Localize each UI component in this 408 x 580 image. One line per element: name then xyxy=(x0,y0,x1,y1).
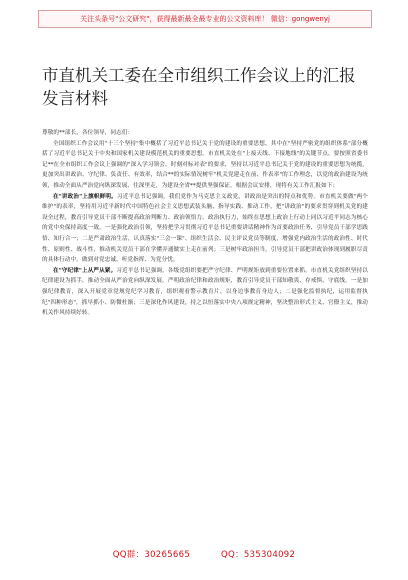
footer-qq: QQ：535304092 xyxy=(221,550,296,560)
paragraph-text: 习近平总书记强调，我们党作为马克思主义政党，讲政治是突出的特点和优势。市直机关要做"两个维护"的表率，坚持用习近平新时代中国特色社会主义思想武装头脑、指导实践、推动工作，把"讲政治"的要求贯穿到机关党的建设全过程，教育引导党员干部不断提高政治判断力、政治领悟力、政治执行力，始终在思想上政治上行动上同以习近平同志为核心的党中央保持高度一致。一是强化政治引领，坚持把学习贯彻习近平总书记重要讲话精神作为首要政治任务，引导党员干部学思践悟、知行合一；二是严肃政治生活，认真落实"三会一课"、组织生活会、民主评议党员等制度，增强党内政治生活的政治性、时代性、原则性、战斗性，推动机关党员干部在学懂弄通做实上走在前列；三是树牢政治担当，引导党员干部把讲政治体现到履职尽责的具体行动中，做到对党忠诚、听党指挥、为党分忧。 xyxy=(42,193,368,264)
document-body xyxy=(42,128,368,533)
header-banner: 关注头条号"公文研究"，获得最新最全最专业的公文资料库！ 微信：gongwenyj xyxy=(38,10,372,28)
paragraph xyxy=(42,192,368,266)
paragraph xyxy=(42,266,368,319)
salutation: 尊敬的**部长，各位领导，同志们： xyxy=(42,130,134,136)
document-title: 市直机关工委在全市组织工作会议上的汇报发言材料 xyxy=(42,66,356,108)
footer-qq-group: QQ群：30265665 xyxy=(112,550,191,560)
paragraph-text: 全国组织工作会议用"十三个坚持"集中概括了习近平总书记关于党的建设的重要思想，其中在"坚持严密党的组织体系"部分概括了习近平总书记关于中央和国家机关建设模范机关的重要思想。市直机关处在"上接天线、下接地线"的关键节点，要按照省委书记**在全市组织工作会议上强调的"深入学习领会、时刻对标对表"的要求，坚持以习近平总书记关于党的建设的重要思想为统揽，更加突出讲政治、守纪律、负责任、有效率，结合**的实际情况树牢"机关党建走在前、作表率"的工作理念，以党的政治建设为统领，推动全面从严治党向纵深发展、往深里走，为建设全省**提供坚强保证。根据会议安排，现将有关工作汇报如下： xyxy=(42,140,368,189)
paragraph-text: 习近平总书记强调，各级党组织要把严守纪律、严明规矩放到重要位置来抓。市直机关党组织坚持以纪律建设为抓手，推动全面从严治党向纵深发展，严明政治纪律和政治规矩，教育引导党员干部知敬畏、存戒惧、守底线。一是加强纪律教育，深入开展党章党规党纪学习教育，组织观看警示教育片，以身边事教育身边人；二是强化监督执纪，运用监督执纪"四种形态"，抓早抓小、防微杜渐；三是深化作风建设，持之以恒落实中央八项规定精神，坚决整治形式主义、官僚主义，推动机关作风持续好转。 xyxy=(42,267,368,317)
footer-contact xyxy=(0,548,408,560)
paragraph xyxy=(42,139,368,192)
section-heading: 在"守纪律"上从严从紧。 xyxy=(53,267,117,274)
section-heading: 在"讲政治"上旗帜鲜明。 xyxy=(53,193,117,200)
